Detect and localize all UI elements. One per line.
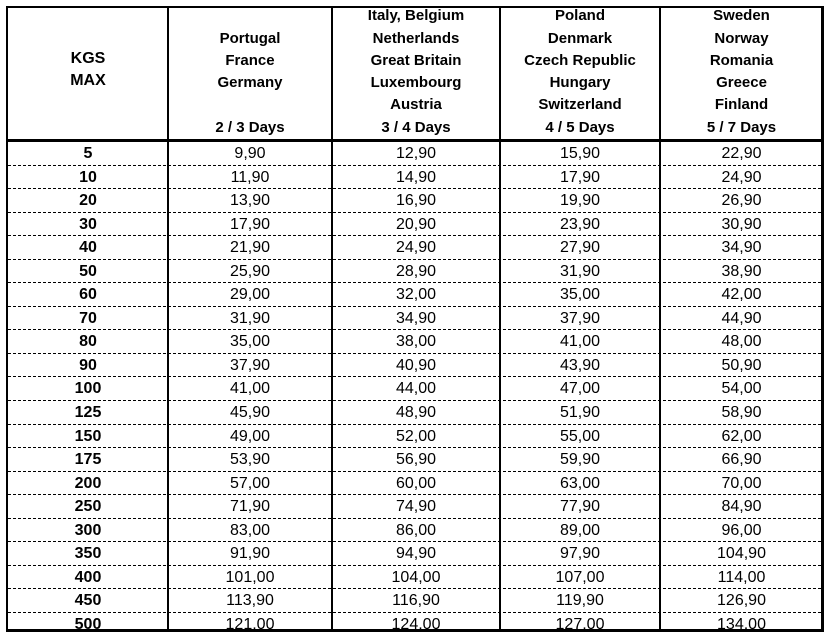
price-cell: 22,90 (721, 145, 762, 162)
weight-cell: 20 (79, 192, 97, 210)
table-row (8, 330, 821, 354)
price-cell: 134,00 (717, 615, 766, 633)
zone-header-1 (168, 8, 332, 139)
table-row (8, 566, 821, 590)
price-cell: 28,90 (395, 262, 437, 280)
weight-cell: 50 (79, 262, 97, 280)
zone-country: Sweden (713, 7, 770, 25)
zone-days: 4 / 5 Days (545, 118, 615, 136)
weight-cell: 125 (74, 404, 102, 422)
weight-cell: 400 (74, 568, 102, 586)
weight-cell: 200 (74, 474, 102, 492)
table-row (8, 354, 821, 378)
price-cell: 31,90 (559, 262, 601, 280)
price-cell: 21,90 (229, 239, 271, 257)
kgs-max-header (8, 48, 168, 92)
weight-cell: 100 (74, 380, 102, 398)
price-cell: 9,90 (234, 145, 266, 162)
price-cell: 53,90 (229, 451, 271, 469)
price-cell: 42,00 (721, 286, 762, 304)
table-row (8, 448, 821, 472)
price-cell: 91,90 (229, 545, 271, 563)
price-cell: 43,90 (559, 356, 601, 374)
zone-country: Poland (554, 7, 605, 25)
price-cell: 41,00 (559, 333, 601, 351)
price-cell: 77,90 (559, 498, 601, 516)
price-cell: 104,00 (391, 568, 441, 586)
table-row (8, 613, 821, 637)
price-cell: 37,90 (229, 356, 271, 374)
price-cell: 15,90 (559, 145, 601, 162)
weight-cell: 10 (79, 168, 97, 186)
price-cell: 19,90 (559, 192, 601, 210)
table-row (8, 401, 821, 425)
price-cell: 113,90 (226, 592, 274, 610)
zone-country: Germany (217, 74, 283, 92)
price-cell: 57,00 (229, 474, 271, 492)
price-cell: 17,90 (559, 168, 601, 186)
price-cell: 27,90 (559, 239, 601, 257)
zone-country: Greece (716, 74, 767, 92)
rate-table (6, 6, 824, 632)
table-row (8, 283, 821, 307)
weight-cell: 40 (79, 239, 97, 257)
weight-cell: 30 (79, 215, 97, 233)
weight-cell: 250 (74, 498, 102, 516)
weight-cell: 350 (74, 545, 102, 563)
table-row (8, 542, 821, 566)
price-cell: 29,00 (229, 286, 271, 304)
price-cell: 84,90 (721, 498, 762, 516)
price-cell: 51,90 (559, 404, 601, 422)
price-cell: 89,00 (559, 521, 601, 539)
table-row (8, 425, 821, 449)
price-cell: 23,90 (559, 215, 601, 233)
price-cell: 121,00 (225, 615, 275, 633)
zone-header-3 (500, 8, 660, 139)
zone-country: Denmark (547, 29, 613, 47)
price-cell: 124,00 (391, 615, 441, 633)
weight-cell: 5 (83, 145, 93, 162)
price-cell: 70,00 (721, 474, 762, 492)
price-cell: 17,90 (229, 215, 271, 233)
table-row (8, 236, 821, 260)
price-cell: 114,00 (717, 568, 766, 586)
price-cell: 13,90 (229, 192, 271, 210)
price-rows (8, 142, 821, 636)
price-cell: 45,90 (229, 404, 271, 422)
table-row (8, 307, 821, 331)
price-cell: 34,90 (395, 309, 437, 327)
price-cell: 119,90 (556, 592, 604, 610)
price-cell: 126,90 (717, 592, 766, 610)
zone-country: France (225, 51, 275, 69)
max-label: MAX (70, 72, 106, 89)
zone-header-2 (332, 8, 500, 139)
price-cell: 58,90 (721, 404, 762, 422)
zone-country: Austria (390, 96, 442, 114)
zone-country: Switzerland (538, 96, 622, 114)
price-cell: 54,00 (721, 380, 762, 398)
table-row (8, 166, 821, 190)
price-cell: 38,00 (395, 333, 437, 351)
price-cell: 83,00 (229, 521, 271, 539)
table-row (8, 377, 821, 401)
price-cell: 107,00 (555, 568, 605, 586)
price-cell: 60,00 (395, 474, 437, 492)
table-row (8, 589, 821, 613)
weight-cell: 150 (74, 427, 102, 445)
price-cell: 97,90 (559, 545, 601, 563)
zone-country: Luxembourg (370, 74, 462, 92)
price-cell: 48,00 (721, 333, 762, 351)
price-cell: 31,90 (229, 309, 271, 327)
zone-country: Romania (709, 51, 774, 69)
price-cell: 24,90 (395, 239, 437, 257)
zone-country: Portugal (219, 29, 281, 47)
price-cell: 104,90 (717, 545, 766, 563)
zone-country: Great Britain (370, 51, 462, 69)
weight-cell: 500 (74, 615, 102, 633)
weight-cell: 80 (79, 333, 97, 351)
price-cell: 96,00 (721, 521, 762, 539)
table-row (8, 260, 821, 284)
zone-country: Hungary (549, 74, 611, 92)
price-cell: 37,90 (559, 309, 601, 327)
price-cell: 40,90 (395, 356, 437, 374)
zone-country: Italy, Belgium (367, 7, 465, 25)
table-row (8, 213, 821, 237)
table-row (8, 472, 821, 496)
price-cell: 116,90 (392, 592, 440, 610)
price-cell: 38,90 (721, 262, 762, 280)
zone-country: Netherlands (372, 29, 460, 47)
price-cell: 50,90 (721, 356, 762, 374)
price-cell: 25,90 (229, 262, 271, 280)
table-row (8, 519, 821, 543)
price-cell: 24,90 (721, 168, 762, 186)
weight-cell: 60 (79, 286, 97, 304)
table-row (8, 142, 821, 166)
price-cell: 12,90 (395, 145, 437, 162)
price-cell: 71,90 (229, 498, 271, 516)
price-cell: 41,00 (229, 380, 271, 398)
zone-country: Czech Republic (524, 51, 636, 69)
weight-cell: 175 (74, 451, 102, 469)
price-cell: 94,90 (395, 545, 437, 563)
price-cell: 30,90 (721, 215, 762, 233)
weight-cell: 70 (79, 309, 97, 327)
price-cell: 14,90 (395, 168, 437, 186)
price-cell: 49,00 (229, 427, 271, 445)
price-cell: 56,90 (395, 451, 437, 469)
price-cell: 16,90 (395, 192, 437, 210)
weight-cell: 450 (74, 592, 102, 610)
zone-country: Norway (714, 29, 769, 47)
zone-days: 3 / 4 Days (381, 118, 451, 136)
price-cell: 34,90 (721, 239, 762, 257)
price-cell: 44,00 (395, 380, 437, 398)
price-cell: 26,90 (721, 192, 762, 210)
price-cell: 48,90 (395, 404, 437, 422)
price-cell: 35,00 (559, 286, 601, 304)
price-cell: 55,00 (559, 427, 601, 445)
zone-days: 2 / 3 Days (215, 118, 285, 136)
table-row (8, 189, 821, 213)
price-cell: 52,00 (395, 427, 437, 445)
zone-days: 5 / 7 Days (706, 118, 777, 136)
price-cell: 59,90 (559, 451, 601, 469)
price-cell: 86,00 (395, 521, 437, 539)
table-row (8, 495, 821, 519)
price-cell: 47,00 (559, 380, 601, 398)
price-cell: 44,90 (721, 309, 762, 327)
price-cell: 32,00 (395, 286, 437, 304)
price-cell: 63,00 (559, 474, 601, 492)
price-cell: 101,00 (225, 568, 275, 586)
price-cell: 35,00 (229, 333, 271, 351)
price-cell: 11,90 (230, 168, 270, 186)
price-cell: 20,90 (395, 215, 437, 233)
weight-cell: 300 (74, 521, 102, 539)
weight-cell: 90 (79, 356, 97, 374)
zone-header-4 (660, 8, 823, 139)
zone-country: Finland (714, 96, 769, 114)
price-cell: 127,00 (555, 615, 605, 633)
price-cell: 62,00 (721, 427, 762, 445)
price-cell: 74,90 (395, 498, 437, 516)
kgs-label: KGS (70, 50, 106, 67)
price-cell: 66,90 (721, 451, 762, 469)
